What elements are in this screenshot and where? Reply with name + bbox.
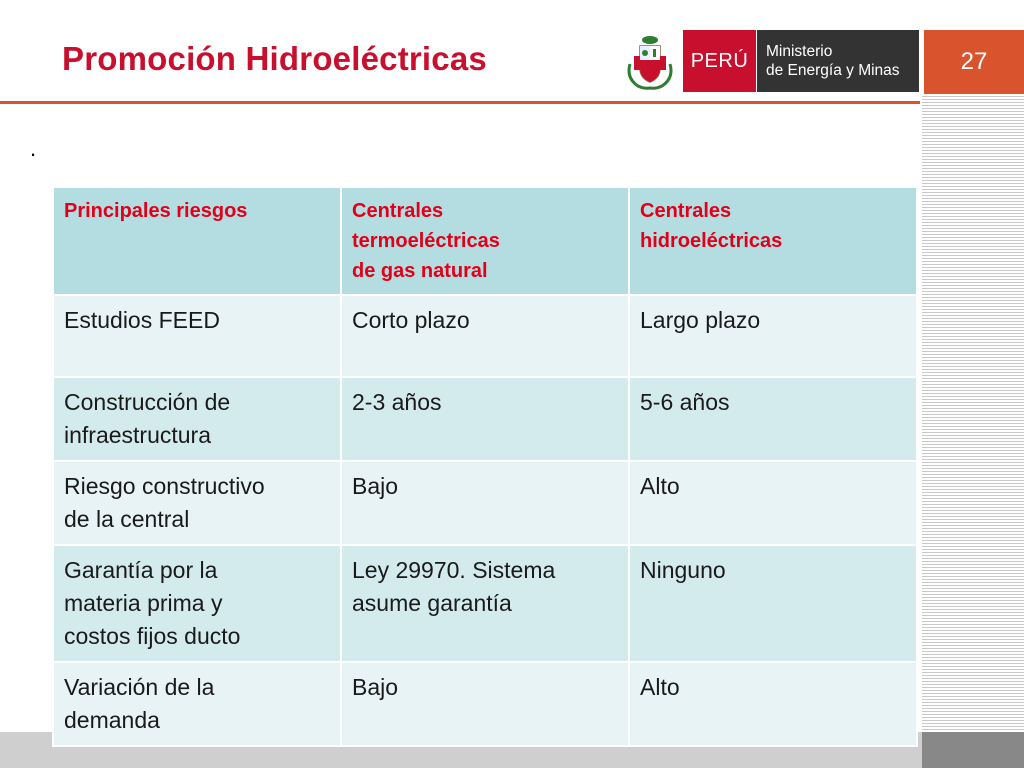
footer-corner — [922, 732, 1024, 768]
header-hidroelectricas — [629, 187, 917, 295]
cell-line: Ninguno — [640, 557, 726, 583]
table-row — [53, 662, 917, 746]
ministry-logo — [757, 30, 919, 92]
table-cell — [629, 377, 917, 461]
table-cell — [629, 295, 917, 377]
table-cell — [341, 377, 629, 461]
cell-line: materia prima y — [64, 590, 223, 616]
header-line: de gas natural — [352, 260, 488, 282]
table-cell — [629, 662, 917, 746]
table-cell — [341, 461, 629, 545]
cell-line: costos fijos ducto — [64, 623, 241, 649]
cell-line: 2-3 años — [352, 389, 442, 415]
decorative-stripes — [922, 96, 1024, 732]
header-line: Centrales — [352, 200, 444, 222]
cell-line: Bajo — [352, 674, 399, 700]
cell-line: Corto plazo — [352, 307, 470, 333]
page-number: 27 — [924, 30, 1024, 94]
table-cell — [53, 545, 341, 662]
cell-line: Variación de la — [64, 674, 215, 700]
coat-of-arms-icon — [624, 34, 676, 90]
header-line: termoeléctricas — [352, 230, 500, 252]
table-row — [53, 295, 917, 377]
ministry-line-1: Ministerio — [766, 43, 833, 60]
cell-line: de la central — [64, 506, 190, 532]
table-cell — [341, 295, 629, 377]
header-termoelectricas — [341, 187, 629, 295]
cell-line: Riesgo constructivo — [64, 473, 265, 499]
risk-comparison-table — [52, 186, 918, 747]
cell-line: Bajo — [352, 473, 399, 499]
table-cell — [629, 461, 917, 545]
table-row — [53, 545, 917, 662]
table-cell — [341, 545, 629, 662]
table-cell — [341, 662, 629, 746]
header-line: Centrales — [640, 200, 732, 222]
peru-logo: PERÚ — [683, 30, 756, 92]
cell-line: Estudios FEED — [64, 307, 220, 333]
table-header-row — [53, 187, 917, 295]
cell-line: Alto — [640, 674, 680, 700]
table-cell — [629, 545, 917, 662]
header-line: hidroeléctricas — [640, 230, 783, 252]
cell-line: Largo plazo — [640, 307, 761, 333]
table-cell — [53, 662, 341, 746]
header-principales-riesgos — [53, 187, 341, 295]
table-row — [53, 377, 917, 461]
cell-line: Alto — [640, 473, 680, 499]
header-line: Principales riesgos — [64, 200, 248, 222]
cell-line: infraestructura — [64, 422, 212, 448]
table-cell — [53, 461, 341, 545]
title-divider — [0, 101, 920, 104]
table-cell — [53, 377, 341, 461]
table-cell — [53, 295, 341, 377]
cell-line: Ley 29970. Sistema — [352, 557, 556, 583]
cell-line: demanda — [64, 707, 160, 733]
cell-line: Construcción de — [64, 389, 231, 415]
cell-line: 5-6 años — [640, 389, 730, 415]
cell-line: Garantía por la — [64, 557, 218, 583]
slide-title: Promoción Hidroeléctricas — [62, 40, 487, 77]
bullet-point: . — [30, 136, 37, 161]
cell-line: asume garantía — [352, 590, 512, 616]
ministry-line-2: de Energía y Minas — [766, 62, 900, 79]
table-row — [53, 461, 917, 545]
